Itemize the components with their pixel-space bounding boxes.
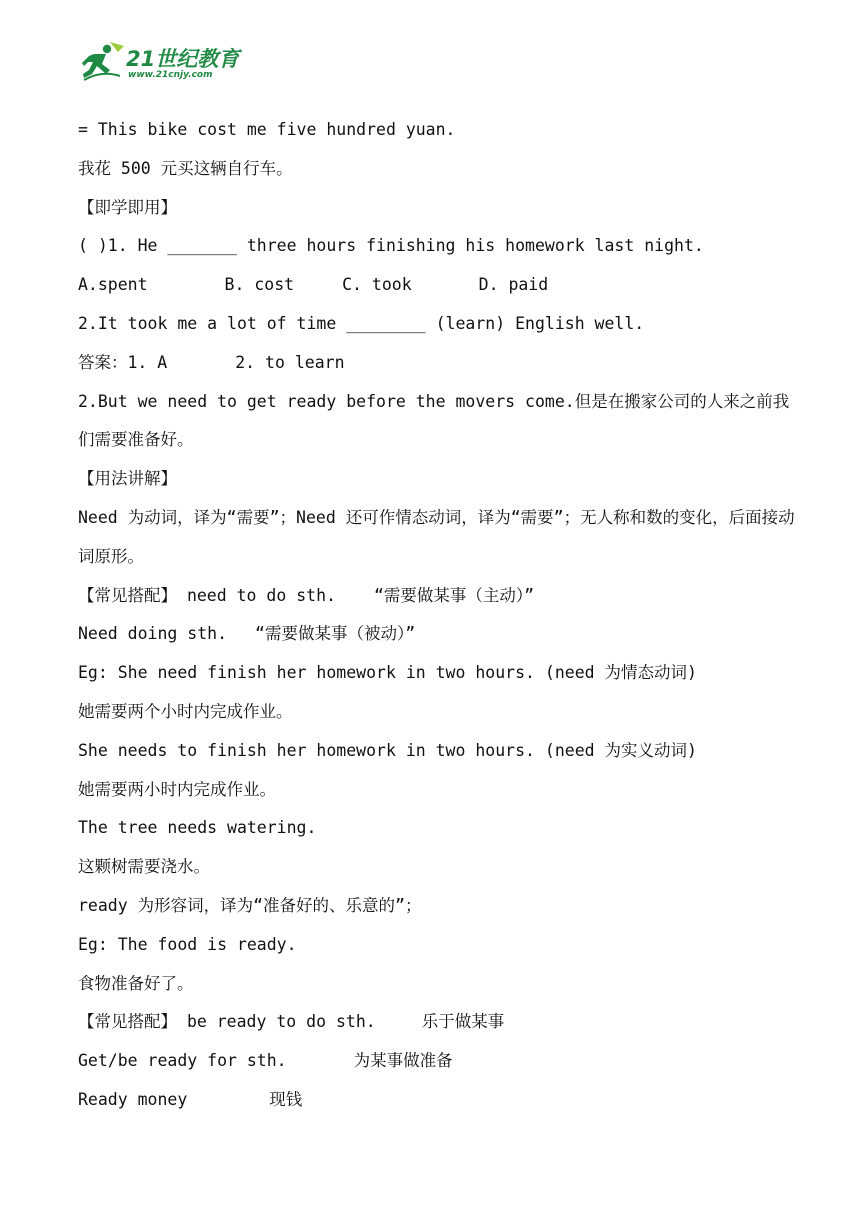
collocation-meaning: “需要做某事（被动）” — [255, 624, 416, 644]
text-line: ready 为形容词，译为“准备好的、乐意的”； — [78, 895, 422, 915]
text-line: 这颗树需要浇水。 — [78, 857, 210, 877]
text-line: 她需要两个小时内完成作业。 — [78, 701, 293, 721]
text-line: Eg: She need finish her homework in two hours. (need 为情态动词) — [78, 663, 697, 683]
collocation-meaning: “需要做某事（主动）” — [373, 585, 535, 605]
section-heading: 【即学即用】 — [78, 197, 177, 217]
document-body — [78, 111, 798, 1120]
collocation-meaning: 为某事做准备 — [353, 1051, 453, 1071]
running-person-icon — [80, 40, 126, 84]
site-logo — [80, 40, 245, 84]
exercise-question-1: ( )1. He _______ three hours finishing his homework last night. — [78, 236, 704, 256]
collocation-phrase: Need doing sth. — [78, 624, 228, 644]
collocation-line — [78, 577, 798, 616]
option-b: B. cost — [224, 275, 295, 295]
text-line: 她需要两小时内完成作业。 — [78, 779, 276, 799]
collocation-meaning: 现钱 — [269, 1089, 303, 1109]
exercise-options — [78, 266, 798, 305]
option-c: C. took — [342, 275, 412, 295]
collocation-line — [78, 615, 798, 654]
text-paragraph: Need 为动词，译为“需要”；Need 还可作情态动词，译为“需要”；无人称和数的变化，后面接动词原形。 — [78, 507, 795, 566]
text-line: She needs to finish her homework in two hours. (need 为实义动词) — [78, 740, 697, 760]
collocation-phrase: Get/be ready for sth. — [78, 1051, 287, 1071]
collocation-meaning: 乐于做某事 — [421, 1012, 505, 1032]
text-line: 我花 500 元买这辆自行车。 — [78, 158, 293, 178]
text-line: = This bike cost me five hundred yuan. — [78, 120, 456, 139]
text-line: Eg: The food is ready. — [78, 934, 297, 954]
collocation-phrase: need to do sth. — [186, 585, 336, 605]
answer-line — [78, 344, 798, 383]
collocation-line — [78, 1003, 798, 1042]
section-heading: 【用法讲解】 — [78, 469, 177, 489]
collocation-tag: 【常见搭配】 — [78, 585, 177, 605]
logo-url: www.21cnjy.com — [128, 70, 213, 80]
exercise-question-2: 2.It took me a lot of time ________ (learn) English well. — [78, 313, 645, 333]
text-paragraph: 2.But we need to get ready before the movers come.但是在搬家公司的人来之前我们需要准备好。 — [78, 391, 790, 450]
collocation-phrase: Ready money — [78, 1089, 188, 1109]
collocation-line — [78, 1042, 798, 1081]
answer-label: 答案：1. A — [78, 352, 168, 372]
logo-title: 21世纪教育 — [126, 47, 240, 71]
collocation-tag: 【常见搭配】 — [78, 1012, 177, 1032]
option-d: D. paid — [478, 275, 549, 295]
collocation-phrase: be ready to do sth. — [186, 1012, 376, 1032]
text-line: The tree needs watering. — [78, 818, 317, 838]
text-line: 食物准备好了。 — [78, 973, 194, 993]
collocation-line — [78, 1081, 798, 1120]
answer-second: 2. to learn — [235, 352, 345, 372]
option-a: A.spent — [78, 275, 148, 295]
